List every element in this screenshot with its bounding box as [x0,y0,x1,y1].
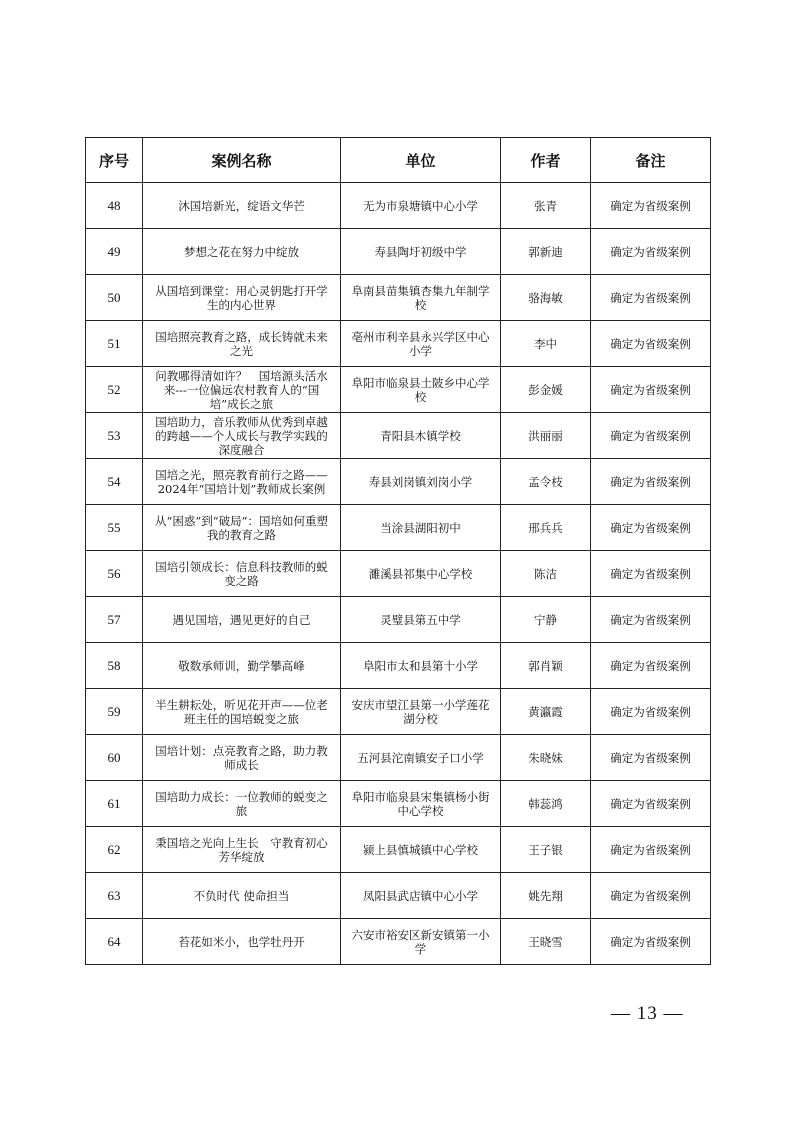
cell-unit: 阜阳市临泉县宋集镇杨小街中心学校 [341,781,501,827]
cell-author: 黄瀛霞 [501,689,591,735]
cell-unit: 寿县陶圩初级中学 [341,229,501,275]
cell-author: 邢兵兵 [501,505,591,551]
header-author: 作者 [501,138,591,183]
cell-unit: 濉溪县祁集中心学校 [341,551,501,597]
cell-case-name: 沐国培新光，绽语文华芒 [143,183,341,229]
cell-author: 王晓雪 [501,919,591,965]
cell-case-name: 国培照亮教育之路，成长铸就未来之光 [143,321,341,367]
cell-unit: 阜南县苗集镇杏集九年制学校 [341,275,501,321]
table-row [86,367,711,413]
cell-author: 郭肖颖 [501,643,591,689]
cell-no: 48 [86,183,143,229]
table-row [86,781,711,827]
table-row [86,551,711,597]
cell-author: 洪丽丽 [501,413,591,459]
cell-no: 60 [86,735,143,781]
header-no: 序号 [86,138,143,183]
table-row [86,505,711,551]
cell-remark: 确定为省级案例 [591,275,711,321]
cell-author: 王子银 [501,827,591,873]
cell-no: 62 [86,827,143,873]
cell-remark: 确定为省级案例 [591,321,711,367]
cell-remark: 确定为省级案例 [591,459,711,505]
cell-author: 彭金媛 [501,367,591,413]
cell-case-name: 国培之光，照亮教育前行之路——2024年“国培计划”教师成长案例 [143,459,341,505]
cell-no: 57 [86,597,143,643]
table-row [86,229,711,275]
cell-remark: 确定为省级案例 [591,229,711,275]
table-row [86,321,711,367]
cell-no: 52 [86,367,143,413]
cell-remark: 确定为省级案例 [591,413,711,459]
cell-remark: 确定为省级案例 [591,505,711,551]
cell-no: 58 [86,643,143,689]
cell-case-name: 问教哪得清如许？ 国培源头活水来---一位偏远农村教育人的“国培”成长之旅 [143,367,341,413]
cell-remark: 确定为省级案例 [591,919,711,965]
cell-remark: 确定为省级案例 [591,873,711,919]
table-row [86,275,711,321]
cell-unit: 颍上县慎城镇中心学校 [341,827,501,873]
cell-author: 孟令枝 [501,459,591,505]
cell-no: 63 [86,873,143,919]
cell-no: 49 [86,229,143,275]
cell-author: 陈洁 [501,551,591,597]
cell-unit: 阜阳市太和县第十小学 [341,643,501,689]
cell-remark: 确定为省级案例 [591,643,711,689]
cell-unit: 亳州市利辛县永兴学区中心小学 [341,321,501,367]
cell-no: 55 [86,505,143,551]
cell-unit: 六安市裕安区新安镇第一小学 [341,919,501,965]
cell-author: 宁静 [501,597,591,643]
cell-unit: 寿县刘岗镇刘岗小学 [341,459,501,505]
table-row [86,919,711,965]
cell-remark: 确定为省级案例 [591,781,711,827]
table-row [86,183,711,229]
cell-case-name: 国培助力，音乐教师从优秀到卓越的跨越——个人成长与教学实践的深度融合 [143,413,341,459]
table-row [86,735,711,781]
table-row [86,459,711,505]
cell-remark: 确定为省级案例 [591,367,711,413]
cell-no: 53 [86,413,143,459]
cell-no: 50 [86,275,143,321]
cell-author: 李中 [501,321,591,367]
cell-case-name: 苔花如米小，也学牡丹开 [143,919,341,965]
cell-case-name: 秉国培之光向上生长 守教育初心芳华绽放 [143,827,341,873]
cell-unit: 青阳县木镇学校 [341,413,501,459]
cell-case-name: 遇见国培，遇见更好的自己 [143,597,341,643]
cell-author: 骆海敏 [501,275,591,321]
header-case-name: 案例名称 [143,138,341,183]
cell-remark: 确定为省级案例 [591,689,711,735]
header-unit: 单位 [341,138,501,183]
cell-case-name: 半生耕耘处，听见花开声——位老班主任的国培蜕变之旅 [143,689,341,735]
cell-unit: 灵璧县第五中学 [341,597,501,643]
cell-remark: 确定为省级案例 [591,551,711,597]
cell-unit: 五河县沱南镇安子口小学 [341,735,501,781]
cell-author: 郭新迪 [501,229,591,275]
cell-case-name: 梦想之花在努力中绽放 [143,229,341,275]
cell-case-name: 国培助力成长：一位教师的蜕变之旅 [143,781,341,827]
cell-no: 59 [86,689,143,735]
cell-case-name: 从“困惑”到“破局”：国培如何重塑我的教育之路 [143,505,341,551]
table-row [86,689,711,735]
cell-case-name: 从国培到课堂：用心灵钥匙打开学生的内心世界 [143,275,341,321]
cell-unit: 无为市泉塘镇中心小学 [341,183,501,229]
cell-case-name: 国培计划：点亮教育之路，助力教师成长 [143,735,341,781]
table-row [86,873,711,919]
cell-author: 韩蕊鸿 [501,781,591,827]
cell-no: 54 [86,459,143,505]
cell-unit: 当涂县湖阳初中 [341,505,501,551]
cell-author: 姚先翔 [501,873,591,919]
cell-case-name: 敬数承师训，勤学攀高峰 [143,643,341,689]
cell-remark: 确定为省级案例 [591,827,711,873]
table-row [86,597,711,643]
cell-case-name: 国培引领成长：信息科技教师的蜕变之路 [143,551,341,597]
cell-remark: 确定为省级案例 [591,735,711,781]
header-row [86,138,711,183]
case-table [85,137,711,965]
cell-author: 张青 [501,183,591,229]
cell-unit: 阜阳市临泉县土陂乡中心学校 [341,367,501,413]
cell-remark: 确定为省级案例 [591,597,711,643]
page-number: — 13 — [611,1003,684,1024]
cell-unit: 安庆市望江县第一小学莲花湖分校 [341,689,501,735]
cell-no: 56 [86,551,143,597]
cell-no: 51 [86,321,143,367]
cell-case-name: 不负时代 使命担当 [143,873,341,919]
header-remark: 备注 [591,138,711,183]
cell-remark: 确定为省级案例 [591,183,711,229]
cell-author: 朱晓妹 [501,735,591,781]
cell-no: 64 [86,919,143,965]
cell-unit: 凤阳县武店镇中心小学 [341,873,501,919]
table-row [86,643,711,689]
table-row [86,413,711,459]
table-row [86,827,711,873]
cell-no: 61 [86,781,143,827]
